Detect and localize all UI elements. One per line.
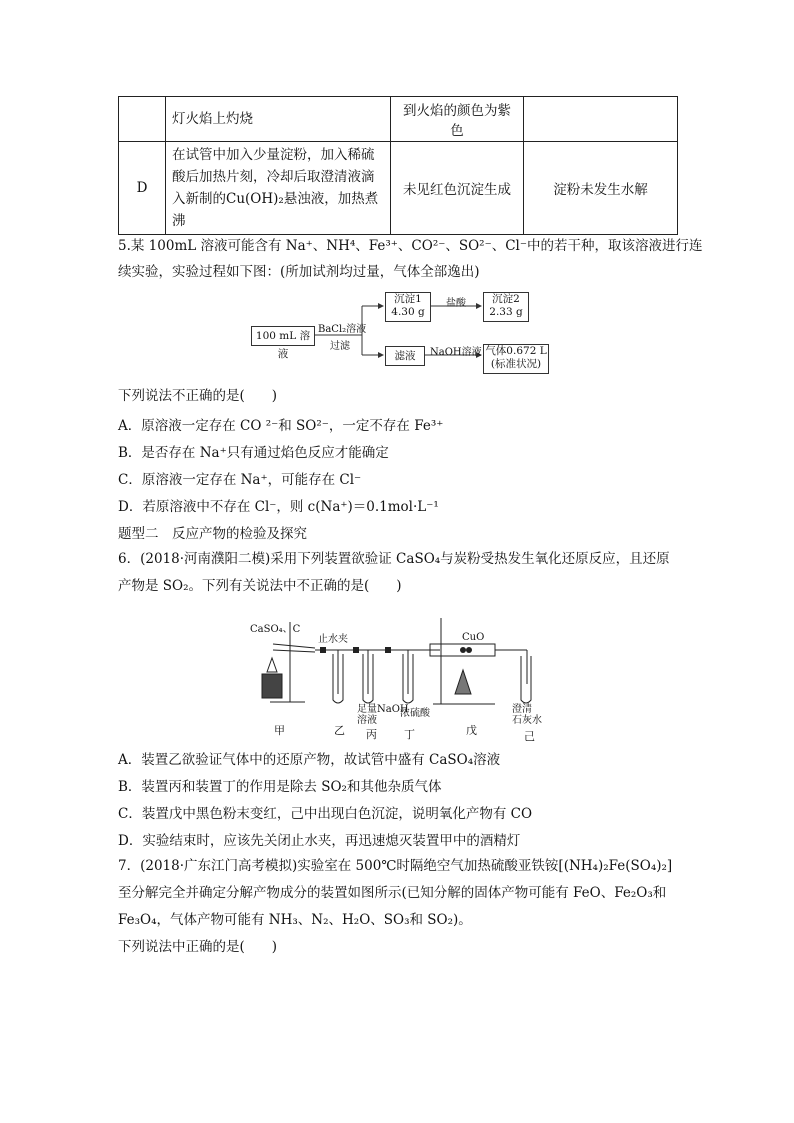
- table-row: [119, 97, 678, 142]
- apparatus-h2so4-label: 浓硫酸: [400, 708, 430, 719]
- gas-volume: 气体0.672 L: [485, 345, 547, 357]
- flow-naoh-label: NaOH溶液: [430, 347, 482, 358]
- flow-acid-label: 盐酸: [446, 298, 466, 309]
- table-cell-operation: [166, 142, 391, 235]
- q5-option-a: A．原溶液一定存在 CO ²⁻和 SO²⁻，一定不存在 Fe³⁺: [118, 418, 444, 434]
- q6-stem-line: 产物是 SO₂。下列有关说法中不正确的是( ): [118, 578, 402, 594]
- gas-condition: (标准状况): [490, 358, 542, 370]
- table-cell-label: [119, 97, 166, 142]
- apparatus-reactants-label: CaSO₄、C: [250, 624, 301, 635]
- table-cell-conclusion: 淀粉未发生水解: [524, 142, 678, 235]
- apparatus-label-jia: 甲: [274, 724, 285, 737]
- apparatus-label-bing: 丙: [366, 728, 377, 741]
- operation-line: 入新制的Cu(OH)₂悬浊液，加热煮沸: [172, 191, 379, 229]
- table-cell-label: D: [119, 142, 166, 235]
- operation-line: 酸后加热片刻，冷却后取澄清液滴: [172, 169, 375, 185]
- q5-option-d: D．若原溶液中不存在 Cl⁻，则 c(Na⁺)＝0.1mol·L⁻¹: [118, 499, 439, 515]
- apparatus-naoh-label: 足量NaOH 溶液: [357, 704, 409, 726]
- q6-option-a: A．装置乙欲验证气体中的还原产物，故试管中盛有 CaSO₄溶液: [118, 752, 501, 768]
- flow-reagent-bacl2: BaCl₂溶液: [318, 324, 367, 335]
- q7-stem-line: Fe₃O₄，气体产物可能有 NH₃、N₂、H₂O、SO₃和 SO₂)。: [118, 912, 472, 928]
- q6-stem-line: 6．(2018·河南濮阳二模)采用下列装置欲验证 CaSO₄与炭粉受热发生氧化还原反应，且还原: [118, 551, 670, 567]
- experiment-table: [118, 96, 678, 235]
- precipitate2-name: 沉淀2: [492, 293, 520, 305]
- flow-precipitate1-box: [385, 292, 431, 322]
- q5-option-b: B．是否存在 Na⁺只有通过焰色反应才能确定: [118, 445, 389, 461]
- apparatus-label-ding: 丁: [404, 728, 415, 741]
- apparatus-label-yi: 乙: [334, 724, 345, 737]
- flow-filter-label: 过滤: [330, 341, 350, 352]
- q6-option-d: D．实验结束时，应该先关闭止水夹，再迅速熄灭装置甲中的酒精灯: [118, 833, 521, 849]
- q6-option-c: C．装置戊中黑色粉末变红，己中出现白色沉淀，说明氧化产物有 CO: [118, 806, 533, 822]
- q6-option-b: B．装置丙和装置丁的作用是除去 SO₂和其他杂质气体: [118, 779, 442, 795]
- table-cell-conclusion: [524, 97, 678, 142]
- apparatus-clamp-label: 止水夹: [318, 634, 348, 645]
- apparatus-label-ji: 己: [524, 730, 535, 743]
- q7-stem-line: 至分解完全并确定分解产物成分的装置如图所示(已知分解的固体产物可能有 FeO、Fe₂O₃和: [118, 885, 667, 901]
- q7-question: 下列说法中正确的是( ): [118, 939, 278, 955]
- table-cell-phenomenon: 到火焰的颜色为紫色: [391, 97, 524, 142]
- operation-line: 在试管中加入少量淀粉，加入稀硫: [172, 147, 375, 163]
- table-cell-phenomenon: 未见红色沉淀生成: [391, 142, 524, 235]
- apparatus-label-wu: 戊: [466, 724, 477, 737]
- apparatus-limewater-label: 澄清 石灰水: [512, 704, 542, 726]
- q7-stem-line: 7．(2018·广东江门高考模拟)实验室在 500℃时隔绝空气加热硫酸亚铁铵[(NH₄)₂Fe(SO₄)₂]: [118, 858, 673, 874]
- flow-gas-box: [483, 344, 549, 374]
- precipitate1-name: 沉淀1: [394, 293, 422, 305]
- table-cell-operation: 灯火焰上灼烧: [166, 97, 391, 142]
- precipitate2-mass: 2.33 g: [489, 306, 523, 318]
- table-row: [119, 142, 678, 235]
- flow-start-box: 100 mL 溶液: [251, 326, 315, 346]
- q5-option-c: C．原溶液一定存在 Na⁺，可能存在 Cl⁻: [118, 472, 362, 488]
- q5-stem-line: 5.某 100mL 溶液可能含有 Na⁺、NH⁴、Fe³⁺、CO²⁻、SO²⁻、Cl⁻中的若干种，取该溶液进行连: [118, 238, 703, 254]
- q5-stem-line: 续实验，实验过程如下图：(所加试剂均过量，气体全部逸出): [118, 264, 480, 280]
- q5-question: 下列说法不正确的是( ): [118, 388, 278, 404]
- precipitate1-mass: 4.30 g: [391, 306, 425, 318]
- section-heading: 题型二 反应产物的检验及探究: [118, 526, 307, 542]
- apparatus-cuo-label: CuO: [462, 632, 485, 643]
- flow-filtrate-box: 滤液: [385, 346, 425, 366]
- flow-precipitate2-box: [483, 292, 529, 322]
